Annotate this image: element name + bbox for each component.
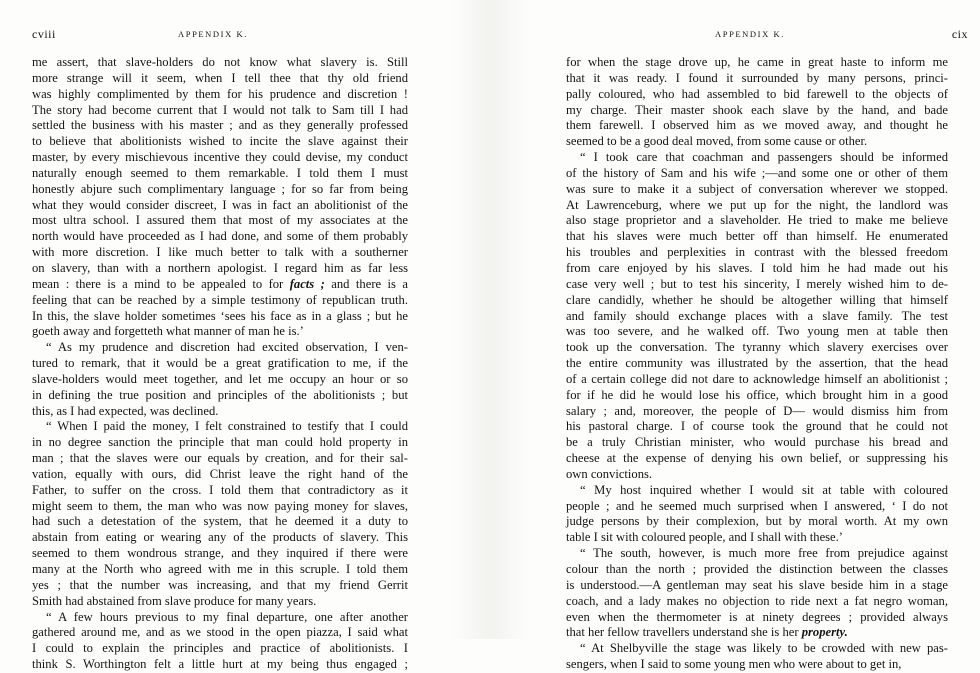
text-run: to believe that abolitionists wished to incite the slave against their: [32, 134, 408, 149]
text-line: [566, 103, 948, 119]
text-line: [32, 594, 408, 610]
text-run: vation, equally with ours, did Christ leave the right hand of the: [32, 466, 408, 481]
text-run: might seem to them, the man who was now paying money for slaves,: [32, 498, 408, 513]
text-line: [32, 546, 408, 562]
right-page-header: [528, 27, 980, 45]
page-number: cix: [951, 27, 968, 41]
text-run: I could to explain the principles and practice of abolitionists. I: [32, 641, 408, 656]
text-run: most ultra school. I assured them that most of my associates at the: [32, 213, 408, 228]
text-run: naturally enough seemed to them remarkable. I told them I must: [32, 165, 408, 180]
text-run: for when the stage drove up, he came in great haste to inform me: [566, 55, 948, 69]
text-line: [32, 134, 408, 150]
text-run: north would have proceeded as I had done, and some of them probably: [32, 229, 408, 244]
text-line: [566, 404, 948, 420]
text-run: people ; and he seemed much surprised when I answered, ‘ I do not: [566, 498, 948, 513]
text-line: [32, 467, 408, 483]
text-run: was too severe, and he walked off. Two young men at table then: [566, 324, 948, 339]
text-line: [566, 213, 948, 229]
text-line: [566, 610, 948, 626]
text-line: [32, 530, 408, 546]
book-gutter: [452, 0, 528, 639]
text-line: [32, 150, 408, 166]
text-line: [32, 166, 408, 182]
text-line: [566, 530, 948, 546]
text-line: [566, 657, 948, 673]
text-run: goeth away and forgetteth what manner of man he is.’: [32, 324, 304, 339]
right-page: [528, 0, 980, 672]
text-line: [566, 198, 948, 214]
text-line: [566, 625, 948, 641]
text-run: salary ; and, moreover, the people of D— would dismiss him from: [566, 403, 948, 418]
text-line: [32, 71, 408, 87]
text-line: [566, 87, 948, 103]
emphasis-run: property.: [801, 625, 848, 640]
text-run: his troubles and perplexities in contrast with the blessed freedom: [566, 245, 948, 260]
text-line: [32, 261, 408, 277]
text-run: “ The south, however, is much more free from prejudice against: [580, 546, 948, 561]
text-run: coach, and a lady makes no objection to ride next a fat negro woman,: [566, 593, 948, 608]
text-run: and family should exchange places with a slave family. The test: [566, 308, 948, 323]
text-run: “ At Shelbyville the stage was likely to be crowded with new pas-: [580, 641, 948, 656]
text-line: [32, 182, 408, 198]
left-page-header: [0, 27, 452, 45]
text-line: [32, 277, 408, 293]
text-line: [566, 71, 948, 87]
text-run: yes ; that the number was increasing, and that my friend Gerrit: [32, 577, 408, 592]
text-run: with more discretion. I like much better to talk with a southerner: [32, 245, 408, 260]
text-line: [566, 340, 948, 356]
text-run: was sure to make it a subject of conversation wherever we stopped.: [566, 181, 948, 196]
text-line: [32, 324, 408, 340]
right-page-body: [566, 55, 948, 673]
text-run: that her fellow travellers understand she is her: [566, 625, 802, 640]
text-run: of the history of Sam and his wife ;—and some one or other of them: [566, 165, 948, 180]
page-number: cviii: [32, 27, 56, 41]
text-line: [566, 324, 948, 340]
text-line: [32, 87, 408, 103]
left-page-body: [32, 55, 408, 673]
text-line: [32, 451, 408, 467]
text-run: In this, the slave holder sometimes ‘sees his face as in a glass ; but he: [32, 308, 408, 323]
text-line: [32, 388, 408, 404]
text-line: [32, 356, 408, 372]
text-run: pally coloured, who had assembled to bid farewell to the objects of: [566, 86, 948, 101]
text-line: [32, 578, 408, 594]
text-run: had such a detestation of the system, that he deemed it a duty to: [32, 514, 408, 529]
text-run: “ My host inquired whether I would sit at table with coloured: [580, 482, 948, 497]
text-run: took up the conversation. The tyranny which slavery exercises over: [566, 340, 948, 355]
text-run: the entire community was illustrated by the assertion, that the head: [566, 356, 948, 371]
text-run: in no degree sanction the principle that man could hold property in: [32, 435, 408, 450]
text-run: judge persons by their complexion, but by moral worth. At my own: [566, 514, 948, 529]
text-run: this, as I had expected, was declined.: [32, 403, 219, 418]
text-line: [566, 514, 948, 530]
text-run: table I sit with coloured people, and I shall with these.’: [566, 530, 843, 545]
text-line: [566, 229, 948, 245]
text-run: be a truly Christian minister, who would purchase his bread and: [566, 435, 948, 450]
text-line: [32, 641, 408, 657]
text-line: [566, 451, 948, 467]
text-line: [566, 499, 948, 515]
text-run: Smith had abstained from slave produce for many years.: [32, 593, 317, 608]
text-run: own convictions.: [566, 466, 653, 481]
text-line: [566, 594, 948, 610]
text-run: his pastoral charge. I of course took the ground that he could not: [566, 419, 948, 434]
text-line: [566, 356, 948, 372]
text-run: gathered around me, and as we stood in the open piazza, I said what: [32, 625, 408, 640]
text-line: [32, 419, 408, 435]
text-run: man ; that the slaves were our equals by creation, and for their sal-: [32, 451, 408, 466]
text-run: from care enjoyed by his slaves. I told him he had made out his: [566, 260, 948, 275]
text-line: [566, 641, 948, 657]
text-line: [32, 499, 408, 515]
text-line: [32, 213, 408, 229]
text-run: honestly abjure such complimentary language ; for so far from being: [32, 181, 408, 196]
text-line: [566, 483, 948, 499]
text-run: me assert, that slave-holders do not know what slavery is. Still: [32, 55, 408, 69]
text-run: clare candidly, whether he should be altogether willing that himself: [566, 292, 948, 307]
text-run: was highly complimented by them for his prudence and discretion !: [32, 86, 408, 101]
text-line: [566, 55, 948, 71]
left-page: [0, 0, 452, 672]
text-line: [566, 578, 948, 594]
text-line: [32, 55, 408, 71]
text-run: colour than the north ; provided the distinction between the classes: [566, 562, 948, 576]
text-run: feeling that can be reached by a simple testimony of republican truth.: [32, 292, 408, 307]
text-line: [32, 514, 408, 530]
text-run: “ I took care that coachman and passengers should be informed: [580, 150, 948, 165]
text-line: [566, 277, 948, 293]
text-line: [566, 435, 948, 451]
text-run: my charge. Their master shook each slave by the hand, and bade: [566, 102, 948, 117]
text-line: [566, 150, 948, 166]
text-run: “ A few hours previous to my final departure, one after another: [46, 609, 408, 624]
text-line: [32, 372, 408, 388]
text-line: [32, 103, 408, 119]
text-line: [32, 340, 408, 356]
text-line: [566, 134, 948, 150]
text-line: [566, 166, 948, 182]
text-line: [32, 293, 408, 309]
text-line: [566, 118, 948, 134]
text-line: [32, 198, 408, 214]
text-line: [32, 625, 408, 641]
text-run: for if he did he would lose his office, which brought him in a good: [566, 387, 948, 402]
emphasis-run: facts ;: [289, 276, 325, 291]
text-run: is understood.—A gentleman may seat his slave beside him in a stage: [566, 577, 948, 592]
text-line: [32, 610, 408, 626]
text-run: seemed to be a good deal moved, from some cause or other.: [566, 134, 868, 149]
text-run: cheese at the expense of denying his own belief, or suppressing his: [566, 451, 948, 466]
text-run: The story had become current that I would not talk to Sam till I had: [32, 102, 408, 117]
text-run: “ When I paid the money, I felt constrained to testify that I could: [46, 419, 408, 434]
text-line: [32, 562, 408, 578]
text-run: seemed to them wondrous strange, and they inquired if there were: [32, 546, 408, 561]
text-run: on slavery, than with a northern apologist. I regard him as far less: [32, 260, 408, 275]
text-run: more strange will it seem, when I tell thee that thy old friend: [32, 70, 408, 85]
text-run: them farewell. I observed him as we moved away, and thought he: [566, 118, 948, 133]
text-line: [566, 293, 948, 309]
text-line: [566, 467, 948, 483]
text-line: [32, 404, 408, 420]
text-line: [566, 388, 948, 404]
text-run: and there is a: [324, 276, 408, 291]
text-run: case very well ; but to test his sincerity, I merely wished him to de-: [566, 276, 948, 291]
text-run: master, by every mischievous incentive they could devise, my conduct: [32, 150, 408, 165]
text-line: [32, 483, 408, 499]
text-line: [32, 309, 408, 325]
text-line: [566, 419, 948, 435]
text-line: [566, 546, 948, 562]
text-run: in defining the true position and principles of the abolitionists ; but: [32, 387, 408, 402]
text-run: what they would consider discreet, I was in fact an abolitionist of the: [32, 197, 408, 212]
text-run: At Lawrenceburg, where we put up for the night, the landlord was: [566, 197, 948, 212]
text-run: abstain from eating or wearing any of the products of slavery. This: [32, 530, 408, 545]
running-head: APPENDIX K.: [178, 29, 249, 39]
text-line: [32, 245, 408, 261]
text-line: [566, 245, 948, 261]
text-line: [32, 229, 408, 245]
text-line: [566, 562, 948, 578]
text-run: sengers, when I said to some young men who were about to get in,: [566, 657, 902, 672]
text-run: mean : there is a mind to be appealed to for: [32, 276, 290, 291]
running-head: APPENDIX K.: [715, 29, 786, 39]
text-run: tured to remark, that it would be a great gratification to me, if the: [32, 356, 408, 371]
text-run: “ As my prudence and discretion had excited observation, I ven-: [46, 340, 408, 355]
text-run: settled the business with his master ; and as they generally professed: [32, 118, 408, 133]
text-run: of a certain college did not dare to acknowledge himself an abolitionist ;: [566, 371, 948, 386]
text-run: many at the North who agreed with me in this scruple. I told them: [32, 562, 408, 576]
text-line: [32, 657, 408, 673]
text-line: [32, 435, 408, 451]
text-run: that it was ready. I found it surrounded by many persons, princi-: [566, 70, 948, 85]
text-run: that his slaves were much better off than himself. He enumerated: [566, 229, 948, 244]
text-run: slave-holders would meet together, and let me occupy an hour or so: [32, 371, 408, 386]
text-run: even when the thermometer is at ninety degrees ; provided always: [566, 609, 948, 624]
text-run: Father, to suffer on the cross. I told them that contradictory as it: [32, 482, 408, 497]
text-line: [566, 309, 948, 325]
text-line: [566, 261, 948, 277]
text-line: [566, 182, 948, 198]
text-line: [566, 372, 948, 388]
text-run: think S. Worthington felt a little hurt at my being thus engaged ;: [32, 657, 408, 672]
text-run: also stage proprietor and a slaveholder. He tried to make me believe: [566, 213, 948, 228]
text-line: [32, 118, 408, 134]
